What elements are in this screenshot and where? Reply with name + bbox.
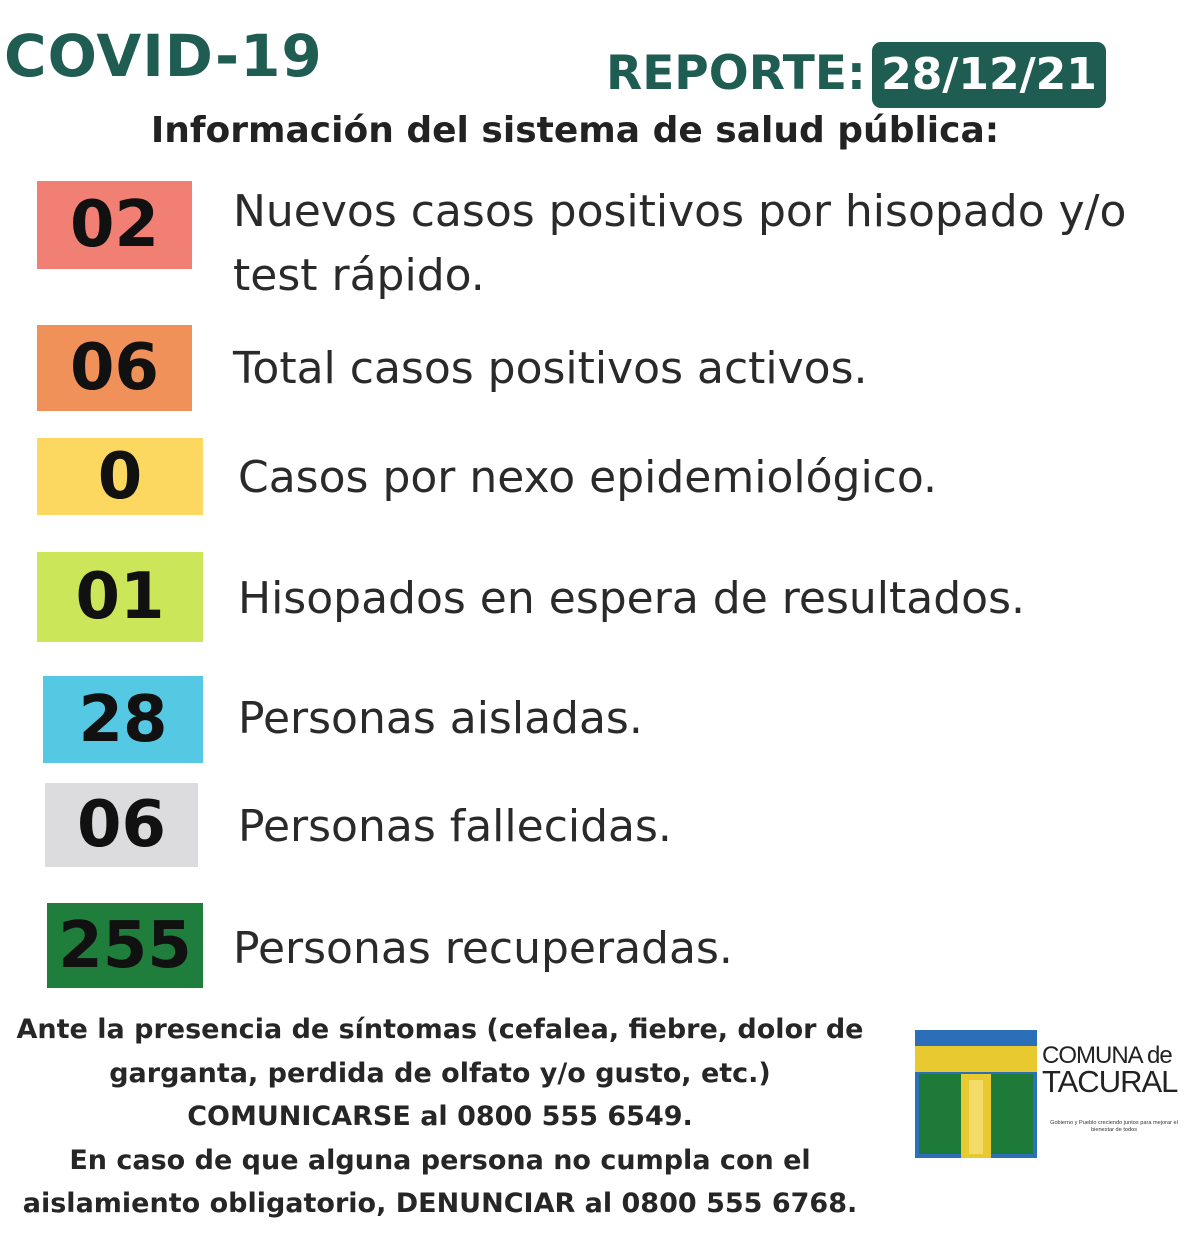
logo-title-line2: TACURAL — [1042, 1064, 1178, 1099]
footer-line: En caso de que alguna persona no cumpla con el — [69, 1144, 811, 1176]
comuna-tacural-logo — [915, 1030, 1185, 1160]
stat-label-pending-swabs: Hisopados en espera de resultados. — [238, 573, 1025, 624]
stat-label-recovered: Personas recuperadas. — [233, 923, 733, 974]
report-label: REPORTE: — [606, 46, 866, 101]
stat-value-deceased: 06 — [45, 783, 198, 867]
subtitle: Información del sistema de salud pública: — [150, 110, 1000, 151]
stat-label-epi-link: Casos por nexo epidemiológico. — [238, 452, 937, 503]
logo-tagline: Gobierno y Pueblo creciendo juntos para mejorar el bienestar de todos — [1050, 1120, 1178, 1133]
stat-label-new-cases: Nuevos casos positivos por hisopado y/o test rápido. — [233, 186, 1127, 301]
stat-value-recovered: 255 — [47, 903, 203, 988]
stat-label-isolated: Personas aisladas. — [238, 693, 643, 744]
stat-label-active-cases: Total casos positivos activos. — [233, 343, 868, 394]
footer-notice — [0, 1008, 880, 1226]
logo-title-line1: COMUNA de — [1042, 1042, 1172, 1069]
stat-value-active-cases: 06 — [37, 325, 192, 411]
emblem-field-right — [991, 1074, 1033, 1154]
emblem-band — [915, 1046, 1037, 1072]
covid-title: COVID-19 — [4, 22, 323, 90]
emblem-field-left — [919, 1074, 961, 1154]
stat-value-isolated: 28 — [43, 676, 203, 763]
stat-value-epi-link: 0 — [37, 438, 203, 515]
stat-label-deceased: Personas fallecidas. — [238, 801, 672, 852]
report-date-badge: 28/12/21 — [872, 42, 1106, 108]
tacural-emblem-icon — [915, 1030, 1037, 1158]
footer-line: garganta, perdida de olfato y/o gusto, etc.) — [109, 1057, 771, 1089]
stat-value-new-cases: 02 — [37, 181, 192, 269]
stat-value-pending-swabs: 01 — [37, 552, 203, 642]
footer-line: aislamiento obligatorio, DENUNCIAR al 0800 555 6768. — [22, 1188, 858, 1219]
footer-line: Ante la presencia de síntomas (cefalea, fiebre, dolor de — [16, 1014, 864, 1045]
footer-line: COMUNICARSE al 0800 555 6549. — [187, 1101, 693, 1132]
emblem-trunk-shade — [969, 1080, 983, 1154]
